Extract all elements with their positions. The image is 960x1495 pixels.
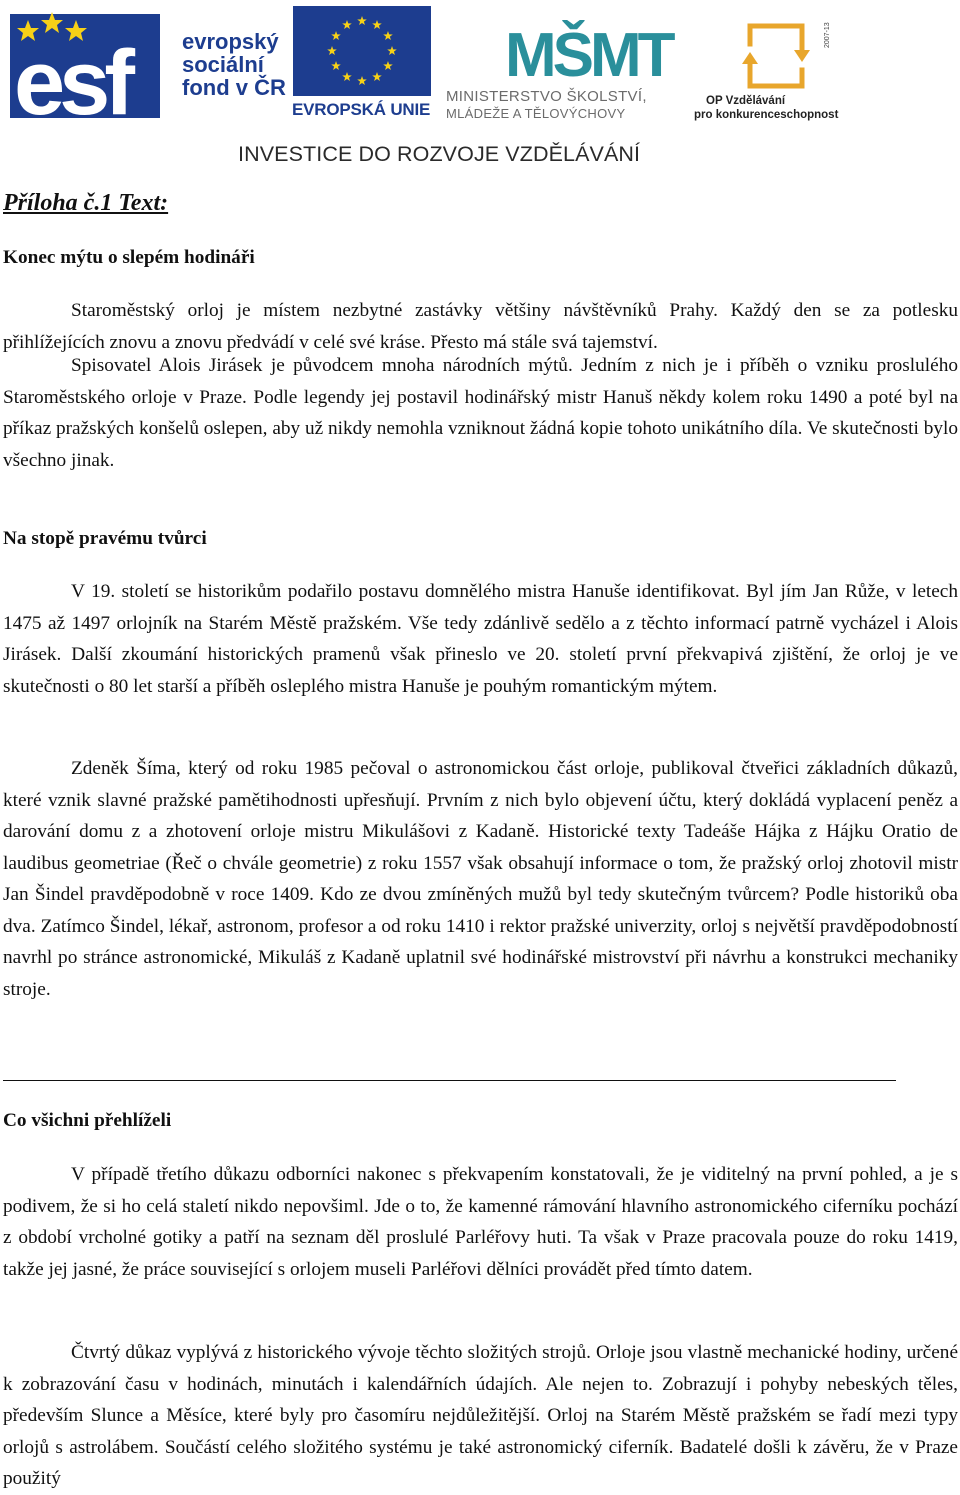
paragraph-6 — [3, 1337, 958, 1495]
horizontal-rule — [3, 1080, 896, 1081]
op-years: 2007-13 — [824, 22, 831, 48]
op-line-2: pro konkurenceschopnost — [694, 109, 839, 121]
esf-wordmark — [182, 30, 286, 99]
heading-na-stope: Na stopě pravému tvůrci — [3, 528, 207, 549]
document-title: Příloha č.1 Text: — [3, 190, 169, 216]
logo-header — [0, 0, 960, 170]
op-wordmark — [694, 94, 838, 122]
paragraph-6-text: Čtvrtý důkaz vyplývá z historického vývoje těchto složitých strojů. Orloje jsou vlastně mechanické hodiny, určené k zobrazování času v hodinách, minutách i kalendářních údajích. Ale nejen to. Zobrazují i pohyby nebeských těles, především Slunce a Měsíce, které byly pro časomíru nejdůležitější. Orloj na Starém Městě pražském se řadí mezi typy orlojů s astrolábem. Součástí celého složitého systému je také astronomický ciferník. Badatelé došli k závěru, že v Praze použitý — [3, 1342, 958, 1489]
esf-line-1: evropský — [182, 29, 279, 54]
paragraph-4-text: Zdeněk Šíma, který od roku 1985 pečoval o astronomickou část orloje, publikoval čtveřici základních důkazů, které vznik slavné pražské pamětihodnosti upřesňují. Prvním z nich bylo objevení účtu, který dokládá vyplacení peněz a darování domu z a zhotovení orloje mistru Mikulášovi z Kadaně. Historické texty Tadeáše Hájka z Hájku Oratio de laudibus geometriae (Řeč o chvále geometrie) z roku 1557 však obsahují informace o tom, že pražský orloj zhotovil mistr Jan Šindel pravděpodobně v roce 1409. Kdo ze dvou zmíněných mužů byl tedy skutečným tvůrcem? Podle historiků oba dva. Zatímco Šindel, lékař, astronom, profesor a od roku 1410 i rektor pražské univerzity, orloj s největší pravděpodobností navrhl po stránce astronomické, Mikuláš z Kadaně uplatnil své hodinářské mistrovství při návrhu a konstrukci mechaniky stroje. — [3, 758, 958, 1000]
esf-letters: esf — [14, 32, 129, 134]
msmt-wordmark — [446, 88, 647, 122]
paragraph-1 — [3, 295, 958, 358]
paragraph-5 — [3, 1159, 958, 1285]
esf-line-2: sociální — [182, 52, 264, 77]
heading-co-vsichni: Co všichni přehlíželi — [3, 1110, 172, 1131]
msmt-logo — [505, 6, 672, 90]
paragraph-3 — [3, 576, 958, 702]
eu-label: EVROPSKÁ UNIE — [292, 100, 431, 119]
op-line-1: OP Vzdělávání — [706, 95, 786, 107]
msmt-line-2: MLÁDEŽE A TĚLOVÝCHOVY — [446, 106, 626, 121]
msmt-mark: MŠMT — [505, 21, 672, 90]
heading-konec-mytu: Konec mýtu o slepém hodináři — [3, 247, 255, 268]
invest-slogan: INVESTICE DO ROZVOJE VZDĚLÁVÁNÍ — [238, 142, 641, 166]
paragraph-3-text: V 19. století se historikům podařilo postavu domnělého mistra Hanuše identifikovat. Byl jím Jan Růže, v letech 1475 až 1497 orlojník na Starém Městě pražském. Vše tedy zdánlivě sedělo a z těchto informací patrně vycházel i Alois Jirásek. Další zkoumání historických pramenů však přineslo ve 20. století první překvapivá zjištění, že orloj je ve skutečnosti o 80 let starší a příběh osleplého mistra Hanuše je pouhým romantickým mýtem. — [3, 581, 958, 697]
op-vzdelavani-logo — [720, 14, 832, 100]
paragraph-5-text: V případě třetího důkazu odborníci nakonec s překvapením konstatovali, že je viditelný na první pohled, a je s podivem, že si ho celá staletí nikdo nepovšiml. Jde o to, že kamenné rámování hlavního astronomického ciferníku pochází z období vrcholné gotiky a patří na seznam děl proslulé Parléřovy huti. Ta však v Praze pracovala pouze do roku 1419, takže jej jasné, že práce související s orlojem museli Parléřovi dělníci provádět před tímto datem. — [3, 1164, 958, 1280]
esf-line-3: fond v ČR — [182, 75, 286, 100]
paragraph-4 — [3, 753, 958, 1005]
paragraph-2-text: Spisovatel Alois Jirásek je původcem mnoha národních mýtů. Jedním z nich je i příběh o vzniku proslulého Staroměstského orloje v Praze. Podle legendy jej postavil hodinářský mistr Hanuš někdy kolem roku 1490 a poté byl na příkaz pražských konšelů oslepen, aby už nikdy nemohla vzniknout žádná kopie tohoto unikátního díla. Ve skutečnosti bylo všechno jinak. — [3, 355, 958, 471]
msmt-line-1: MINISTERSTVO ŠKOLSTVÍ, — [446, 88, 647, 105]
paragraph-2 — [3, 350, 958, 476]
paragraph-1-text: Staroměstský orloj je místem nezbytné zastávky většiny návštěvníků Prahy. Každý den se za potlesku přihlížejících znovu a znovu předvádí v celé své kráse. Přesto má stále svá tajemství. — [3, 300, 958, 353]
